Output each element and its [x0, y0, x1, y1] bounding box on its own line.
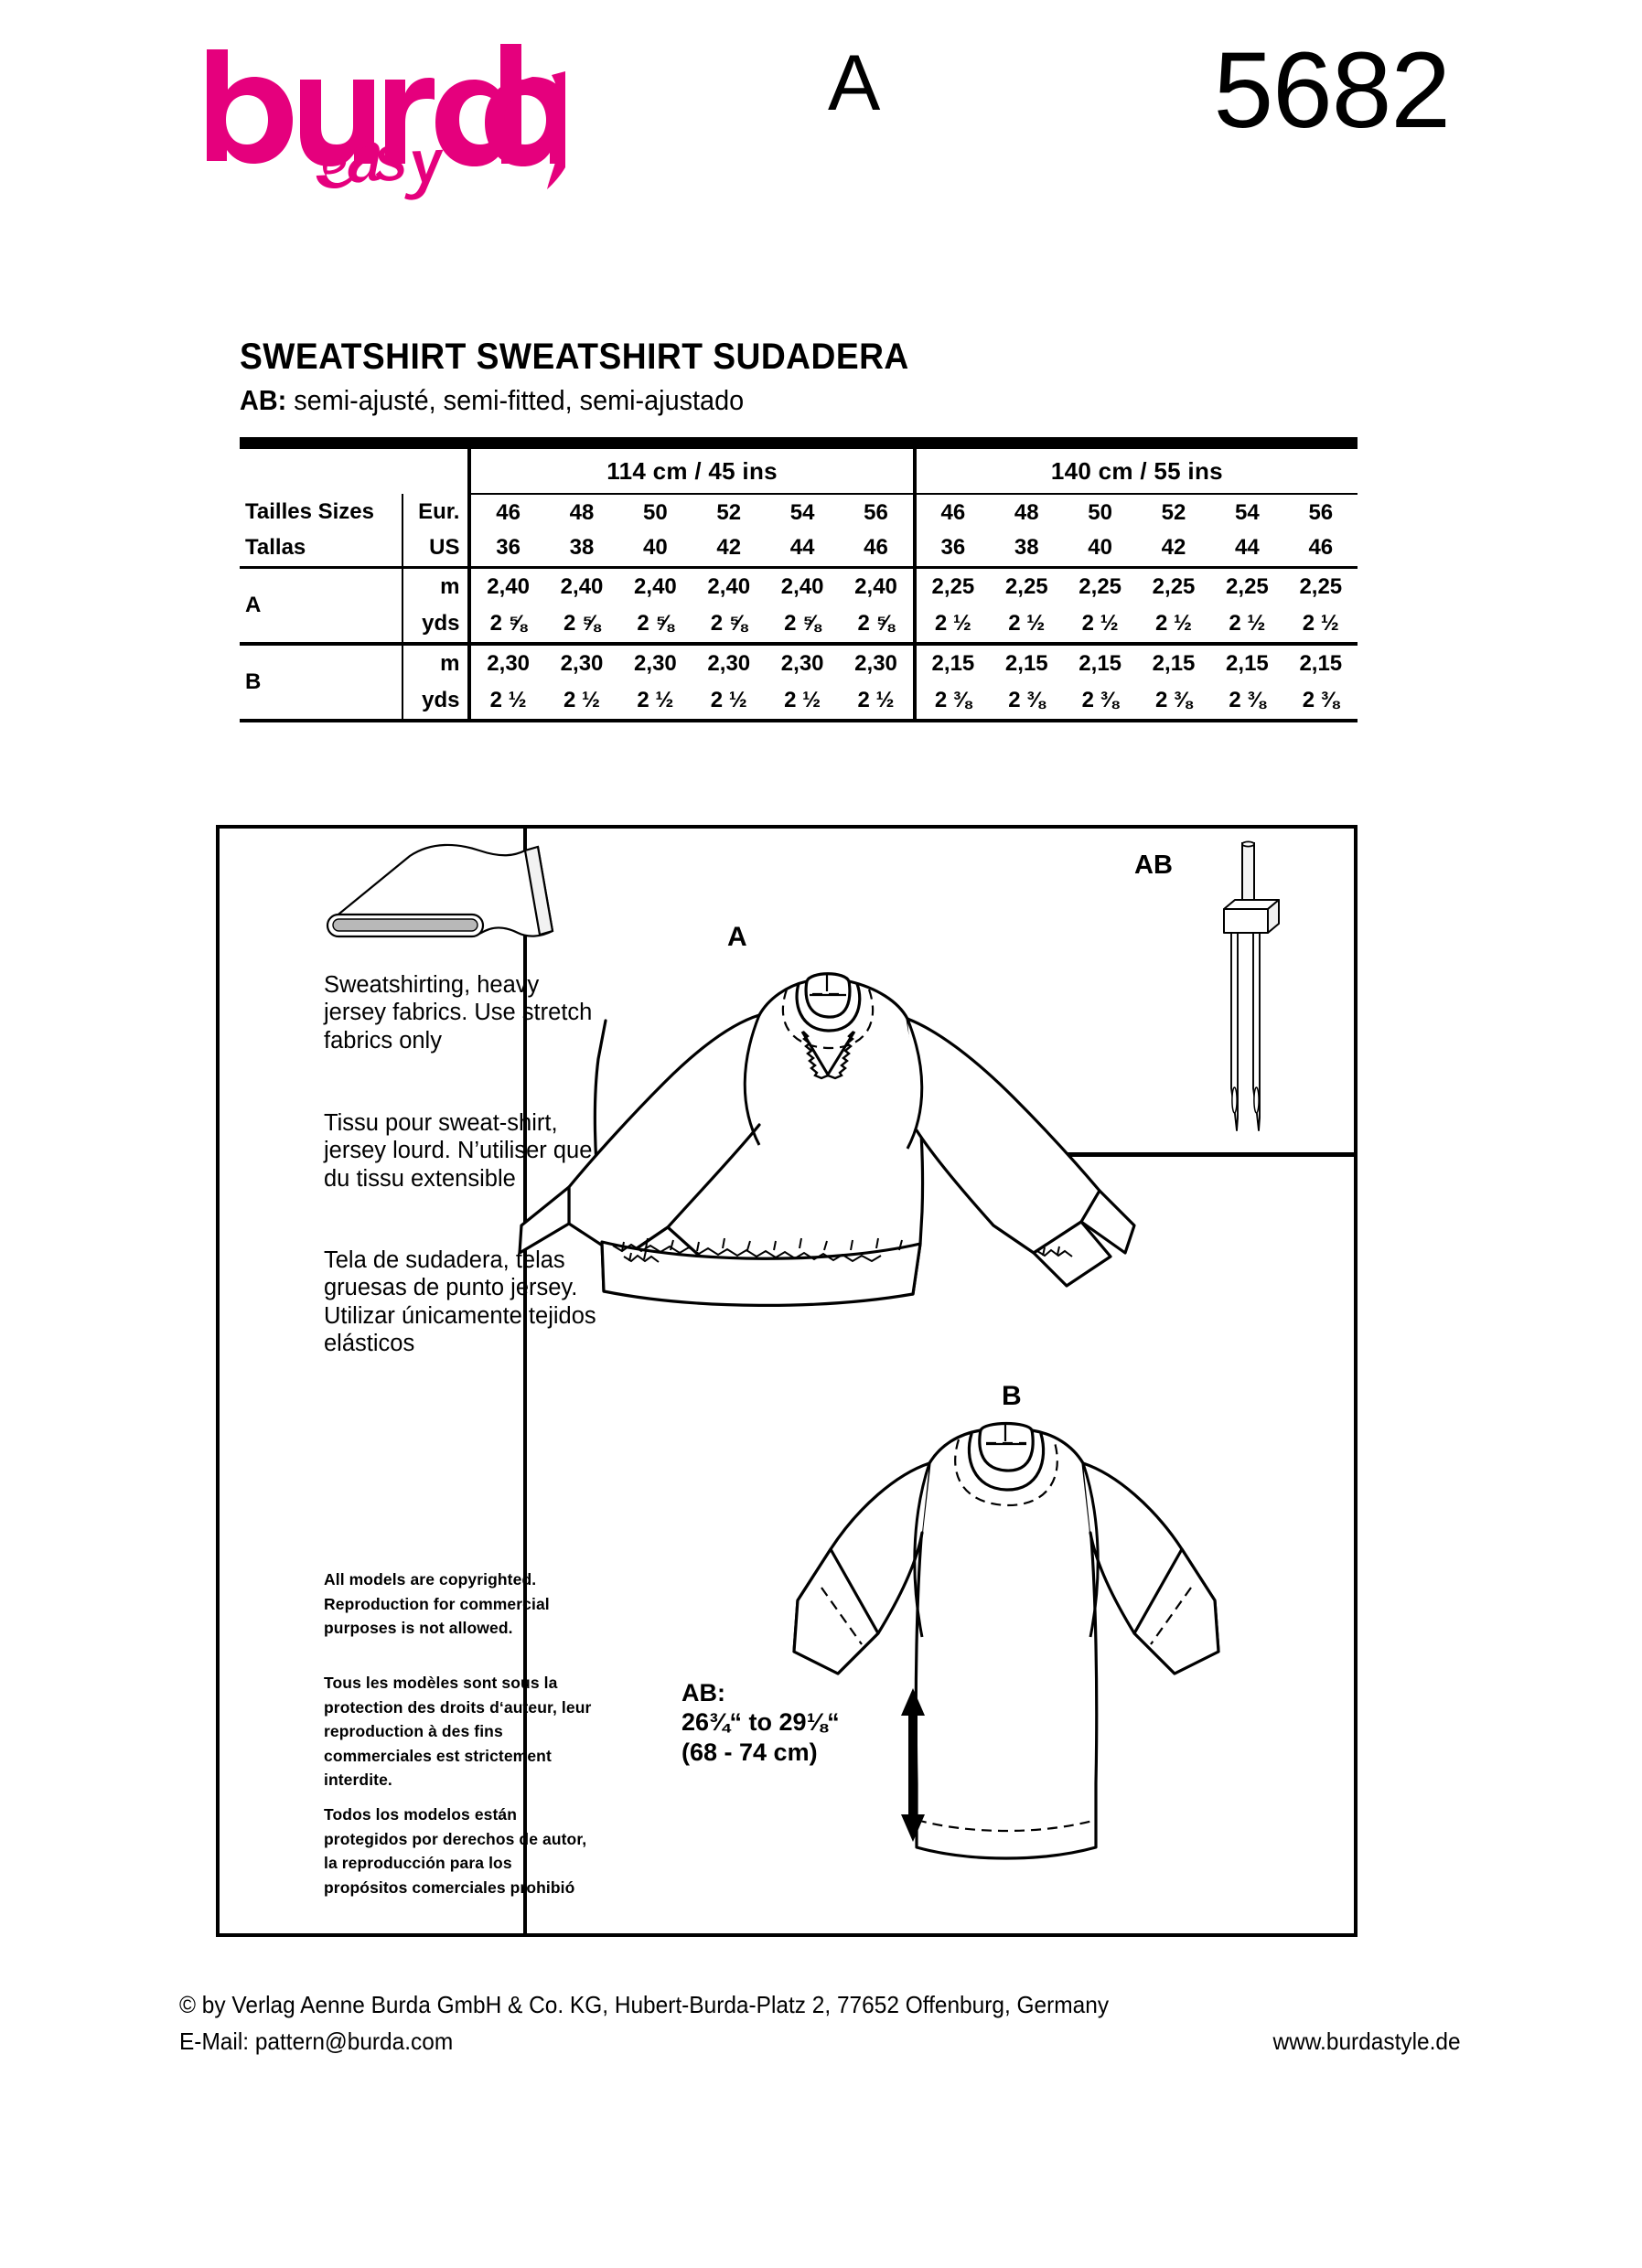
- fabric-cell-yds: 2 ⅜: [1137, 682, 1210, 721]
- table-row: [240, 644, 1358, 682]
- unit-us: US: [402, 530, 469, 567]
- fabric-cell-m: 2,25: [1079, 573, 1122, 599]
- fabric-cell-yds: 2 ½: [1210, 605, 1283, 644]
- fabric-cell-yds: 2 ½: [839, 682, 914, 721]
- subtitle-views: AB:: [240, 384, 287, 416]
- pattern-number: 5682: [1213, 30, 1450, 151]
- garment-label-b: B: [1002, 1381, 1022, 1411]
- fabric-cell-yds: 2 ½: [990, 605, 1063, 644]
- table-row: [240, 567, 1358, 605]
- unit-yds: yds: [402, 682, 469, 721]
- size-eur-cell: 52: [716, 499, 742, 525]
- footer-email[interactable]: E-Mail: pattern@burda.com: [179, 2027, 454, 2056]
- fabric-cell-yds: 2 ⅝: [766, 605, 839, 644]
- fabric-suggestion-es: Tela de sudadera, telas gruesas de punto jersey. Utilizar únicamente tejidos elásticos: [324, 1247, 596, 1357]
- fabric-cell-yds: 2 ⅝: [839, 605, 914, 644]
- fabric-cell-m: 2,25: [1299, 573, 1343, 599]
- size-eur-cell: 48: [1014, 499, 1039, 525]
- size-eur-cell: 46: [469, 494, 544, 530]
- fabric-cell-yds: 2 ½: [469, 682, 544, 721]
- fabric-cell-yds: 2 ⅜: [915, 682, 990, 721]
- size-us-cell: 44: [766, 530, 839, 567]
- size-eur-cell: 56: [1308, 499, 1334, 525]
- size-us-cell: 38: [990, 530, 1063, 567]
- page-subtitle: [240, 384, 744, 417]
- fabric-cell-m: 2,40: [707, 573, 751, 599]
- size-us-cell: 36: [469, 530, 544, 567]
- size-us-cell: 36: [915, 530, 990, 567]
- table-row: [240, 605, 1358, 644]
- size-eur-cell: 46: [915, 494, 990, 530]
- table-width-header-row: [240, 449, 1358, 494]
- size-us-cell: 46: [839, 530, 914, 567]
- subtitle-fit: semi-ajusté, semi-fitted, semi-ajustado: [286, 384, 745, 416]
- fabric-cell-m: 2,40: [780, 573, 824, 599]
- fabric-cell-yds: 2 ½: [1137, 605, 1210, 644]
- fabric-cell-m: 2,25: [1004, 573, 1048, 599]
- measure-cm: (68 - 74 cm): [681, 1738, 818, 1766]
- sizes-label-1: Tailles Sizes: [245, 499, 374, 524]
- fabric-cell-yds: 2 ⅝: [692, 605, 766, 644]
- size-eur-cell: 50: [1088, 499, 1112, 525]
- fabric-cell-m: 2,25: [1226, 573, 1269, 599]
- garment-illustration-b: [741, 1418, 1308, 1893]
- size-us-cell: 46: [1284, 530, 1358, 567]
- fabric-cell-yds: 2 ⅜: [1284, 682, 1358, 721]
- size-eur-cell: 48: [569, 499, 595, 525]
- footer-publisher: © by Verlag Aenne Burda GmbH & Co. KG, Hubert-Burda-Platz 2, 77652 Offenburg, Germany: [179, 1991, 1110, 2018]
- copyright-note-es: Todos los modelos están protegidos por derechos de autor, la reproducción para los propósitos comerciales prohibió: [324, 1805, 587, 1897]
- size-eur-cell: 50: [643, 499, 668, 525]
- fabric-bolt-icon: [322, 843, 587, 946]
- garment-label-a: A: [727, 922, 747, 952]
- measure-views: AB:: [681, 1679, 725, 1706]
- table-top-bar: [240, 437, 1358, 449]
- table-row-sizes-us: [240, 530, 1358, 567]
- fabric-suggestion-fr: Tissu pour sweat-shirt, jersey lourd. N’utiliser que du tissu extensible: [324, 1110, 593, 1192]
- fabric-cell-yds: 2 ½: [618, 682, 692, 721]
- footer-website[interactable]: www.burdastyle.de: [1272, 2027, 1461, 2056]
- burda-easy-logo: [199, 44, 565, 209]
- fabric-cell-m: 2,30: [560, 651, 604, 676]
- measure-inches: 26¾“ to 29⅛“: [681, 1708, 840, 1737]
- fabric-cell-m: 2,15: [1004, 651, 1048, 676]
- table-row: [240, 682, 1358, 721]
- fabric-cell-yds: 2 ½: [692, 682, 766, 721]
- view-label: A: [240, 567, 402, 644]
- fabric-cell-m: 2,15: [1299, 651, 1343, 676]
- size-us-cell: 42: [692, 530, 766, 567]
- fabric-cell-m: 2,25: [1152, 573, 1196, 599]
- fabric-suggestion-en: Sweatshirting, heavy jersey fabrics. Use stretch fabrics only: [324, 972, 593, 1054]
- fabric-cell-m: 2,40: [560, 573, 604, 599]
- fabric-cell-m: 2,15: [915, 644, 990, 682]
- fabric-cell-yds: 2 ⅝: [618, 605, 692, 644]
- fabric-cell-yds: 2 ⅜: [1210, 682, 1283, 721]
- notions-label-ab: AB: [1134, 850, 1173, 880]
- fabric-cell-m: 2,30: [634, 651, 677, 676]
- size-eur-cell: 56: [864, 499, 888, 525]
- size-us-cell: 42: [1137, 530, 1210, 567]
- unit-eur: Eur.: [402, 494, 469, 530]
- fabric-cell-m: 2,25: [915, 567, 990, 605]
- unit-yds: yds: [402, 605, 469, 644]
- fabric-cell-yds: 2 ½: [545, 682, 618, 721]
- unit-m: m: [402, 567, 469, 605]
- copyright-note-en: All models are copyrighted. Reproduction for commercial purposes is not allowed.: [324, 1570, 550, 1638]
- size-us-cell: 40: [618, 530, 692, 567]
- fabric-requirements-table: [240, 437, 1358, 722]
- fabric-cell-yds: 2 ⅝: [469, 605, 544, 644]
- fabric-cell-m: 2,40: [634, 573, 677, 599]
- size-us-cell: 44: [1210, 530, 1283, 567]
- page-title: SWEATSHIRT SWEATSHIRT SUDADERA: [240, 337, 909, 377]
- copyright-note-fr: Tous les modèles sont sous la protection des droits d‘auteur, leur reproduction à des fins commerciales est strictement interdite.: [324, 1674, 592, 1790]
- fabric-cell-m: 2,40: [469, 567, 544, 605]
- fabric-cell-m: 2,30: [854, 651, 897, 676]
- footer-copyright-line: [179, 1986, 1461, 2023]
- width-group-140: 140 cm / 55 ins: [915, 449, 1358, 494]
- fabric-cell-yds: 2 ⅝: [545, 605, 618, 644]
- view-label: B: [240, 644, 402, 721]
- footer-contact-line: [179, 2023, 1461, 2059]
- fabric-cell-yds: 2 ⅜: [990, 682, 1063, 721]
- table-row-sizes-eur: [240, 494, 1358, 530]
- fabric-cell-m: 2,40: [854, 573, 897, 599]
- fabric-cell-m: 2,15: [1079, 651, 1122, 676]
- size-eur-cell: 52: [1161, 499, 1186, 525]
- variant-letter: A: [828, 39, 881, 127]
- fabric-cell-m: 2,30: [707, 651, 751, 676]
- fabric-cell-yds: 2 ½: [1063, 605, 1136, 644]
- length-measure-arrow: [895, 1683, 933, 1847]
- twin-needle-icon: [1207, 840, 1290, 1150]
- sizes-label-2: Tallas: [240, 530, 402, 567]
- size-us-cell: 38: [545, 530, 618, 567]
- fabric-cell-m: 2,30: [780, 651, 824, 676]
- fabric-cell-yds: 2 ½: [915, 605, 990, 644]
- length-measure-label: [681, 1678, 840, 1767]
- size-eur-cell: 54: [1235, 499, 1260, 525]
- fabric-cell-yds: 2 ⅜: [1063, 682, 1136, 721]
- fabric-cell-yds: 2 ½: [766, 682, 839, 721]
- garment-illustration-a: [485, 951, 1162, 1363]
- fabric-cell-m: 2,15: [1152, 651, 1196, 676]
- width-group-114: 114 cm / 45 ins: [469, 449, 914, 494]
- fabric-cell-m: 2,15: [1226, 651, 1269, 676]
- fabric-cell-m: 2,30: [469, 644, 544, 682]
- size-eur-cell: 54: [789, 499, 815, 525]
- size-us-cell: 40: [1063, 530, 1136, 567]
- footer: [179, 1986, 1460, 2060]
- unit-m: m: [402, 644, 469, 682]
- fabric-cell-yds: 2 ½: [1284, 605, 1358, 644]
